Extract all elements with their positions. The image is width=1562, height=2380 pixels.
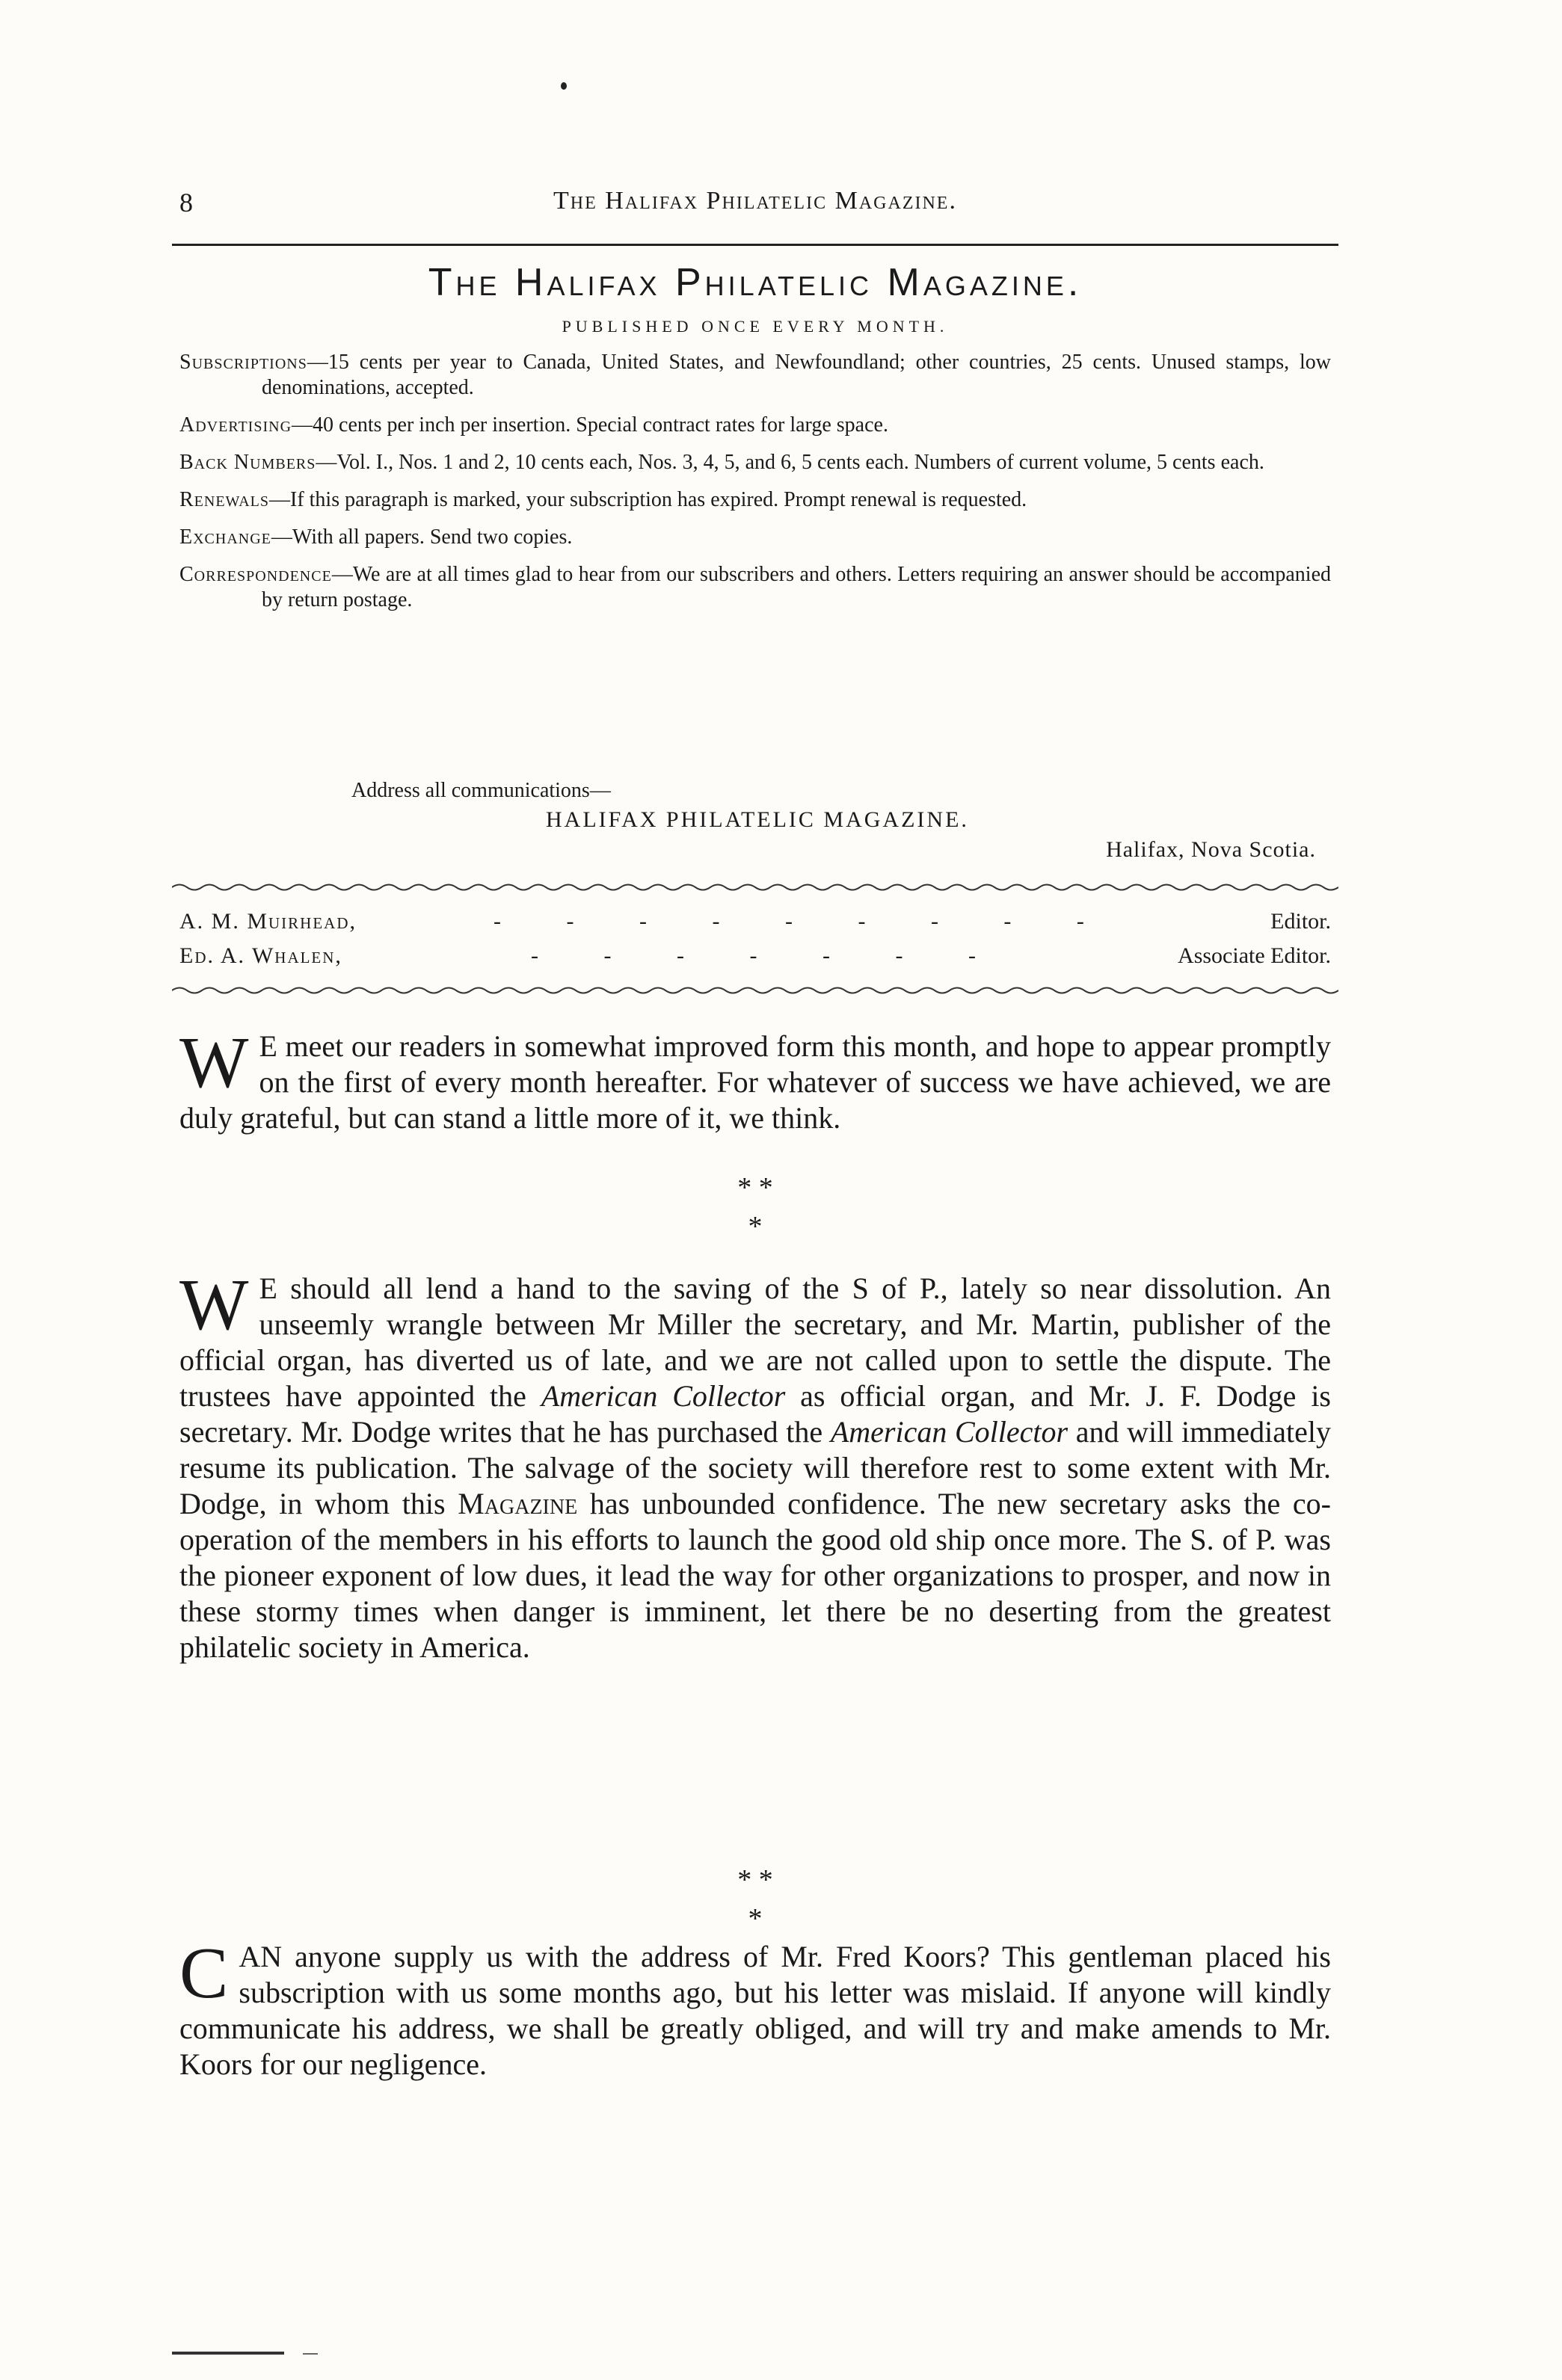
address-lead: Address all communications— xyxy=(351,779,611,802)
article-improved-form: W E meet our readers in somewhat improved form this month, and hope to appear promptly on the first of every month hereafter. For whatever of success we have achieved, we are duly grateful, but can stand a little more of it, we think. xyxy=(179,1023,1331,1135)
ink-mark xyxy=(561,82,567,90)
asterism-2: * * * xyxy=(737,1864,773,1934)
drop-cap: C xyxy=(179,1933,229,2014)
notice-subscriptions: Subscriptions—15 cents per year to Canada, United States, and Newfoundland; other countries, 25 cents. Unused stamps, low denominations, accepted. xyxy=(179,351,1331,399)
address-place: Halifax, Nova Scotia. xyxy=(1106,837,1316,862)
article-society-of-philatelists: W E should all lend a hand to the saving of the S of P., lately so near dissolution. An unseemly wrangle between Mr Miller the secretary, and Mr. Martin, publisher of the official organ, has diverted us of late, and we are not called upon to settle the dispute. The trustees have appointed the American Collector as official organ, and Mr. J. F. Dodge is secretary. Mr. Dodge writes that he has purchased the American Collector and will immediately resume its publication. The salvage of the society will therefore rest to some extent with Mr. Dodge, in whom this Magazine has unbounded confidence. The new secretary asks the co-operation of the members in his efforts to launch the good old ship once more. The S. of P. was the pioneer exponent of low dues, it lead the way for other organizations to prosper, and now in these stormy times when danger is imminent, let there be no deserting from the greatest philatelic society in America. xyxy=(179,1265,1331,1664)
magazine-page xyxy=(172,0,1338,2380)
drop-cap: W xyxy=(179,1265,249,1345)
staff-leader-dots: - - - - - - - - - xyxy=(493,909,1114,934)
staff-name: A. M. Muirhead, xyxy=(179,909,357,934)
footer-rule-short xyxy=(303,2353,318,2355)
drop-cap: W xyxy=(179,1023,249,1103)
notice-correspondence: Correspondence—We are at all times glad to hear from our subscribers and others. Letters requiring an answer should be accompanied by return postage. xyxy=(179,563,1331,611)
notice-renewals: Renewals—If this paragraph is marked, your subscription has expired. Prompt renewal is requested. xyxy=(179,488,1027,511)
notice-advertising: Advertising—40 cents per inch per insertion. Special contract rates for large space. xyxy=(179,413,888,437)
notices-block xyxy=(179,350,1331,625)
staff-leader-dots: - - - - - - - xyxy=(531,943,1006,968)
page-number: 8 xyxy=(179,188,193,218)
staff-row-editor xyxy=(179,909,1331,943)
footer-rule xyxy=(172,2352,284,2355)
notice-exchange: Exchange—With all papers. Send two copies. xyxy=(179,525,573,549)
wavy-rule-top xyxy=(172,882,1338,892)
staff-role: Associate Editor. xyxy=(1178,943,1331,968)
article-text: meet our readers in somewhat improved form this month, and hope to appear promptly on the first of every month hereafter. For whatever of success we have achieved, we are duly grateful, but can stand a little more of it, we think. xyxy=(179,1029,1331,1135)
masthead-subtitle: PUBLISHED ONCE EVERY MONTH. xyxy=(562,317,949,336)
staff-name: Ed. A. Whalen, xyxy=(179,943,342,968)
header-rule xyxy=(172,244,1338,246)
masthead-title: The Halifax Philatelic Magazine. xyxy=(428,261,1083,304)
running-title: The Halifax Philatelic Magazine. xyxy=(553,187,957,215)
staff-row-associate-editor xyxy=(179,943,1331,978)
asterism-1: * * * xyxy=(737,1172,773,1242)
running-head xyxy=(172,187,1338,232)
wavy-rule-bottom xyxy=(172,985,1338,996)
staff-role: Editor. xyxy=(1270,909,1331,934)
staff-list xyxy=(179,909,1331,978)
address-name: HALIFAX PHILATELIC MAGAZINE. xyxy=(546,807,969,832)
notice-back-numbers: Back Numbers—Vol. I., Nos. 1 and 2, 10 cents each, Nos. 3, 4, 5, and 6, 5 cents each. Numbers of current volume, 5 cents each. xyxy=(179,451,1264,474)
article-fred-koors: CAN anyone supply us with the address of Mr. Fred Koors? This gentleman placed his subscription with us some months ago, but his letter was mislaid. If anyone will kindly communicate his address, we shall be greatly obliged, and will try and make amends to Mr. Koors for our negligence. xyxy=(179,1933,1331,2081)
